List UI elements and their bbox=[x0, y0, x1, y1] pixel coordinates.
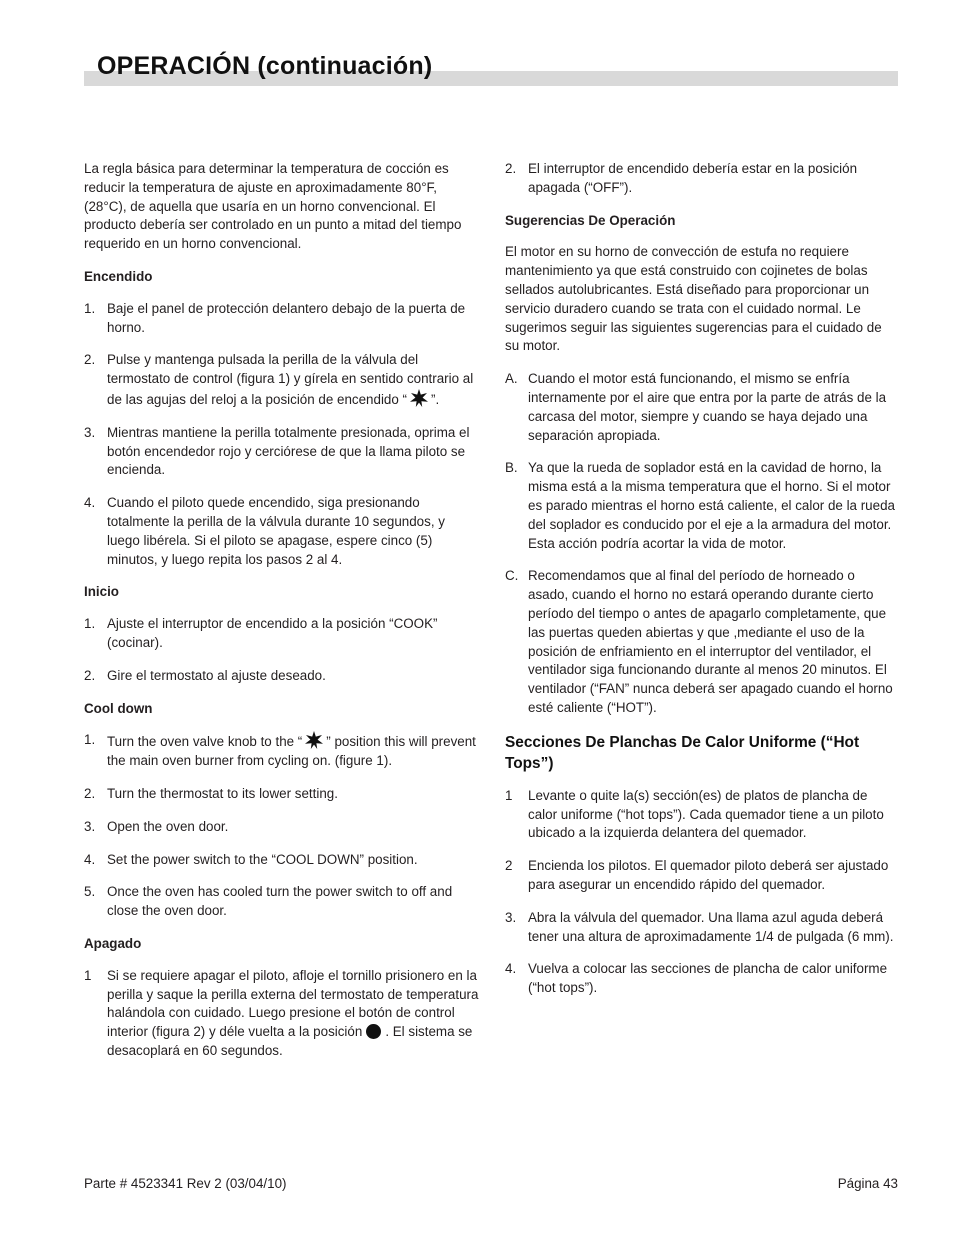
list-item: 1 Levante o quite la(s) sección(es) de platos de plancha de calor uniforme (“hot tops”). Cada quemador tiene a un piloto ubicado a la izquierda delantera del quemador. bbox=[505, 787, 884, 841]
list-item: 1 Si se requiere apagar el piloto, afloje el tornillo prisionero en la perilla y saque la perilla externa del termostato de temperatura halándola con cuidado. Luego presione el botón de control interior (figura 2) y déle vuelta a la posición . El sistema se desacoplará en 60 segundos. bbox=[84, 967, 479, 1058]
list-secciones bbox=[505, 787, 898, 998]
sugerencias-intro: El motor en su horno de convección de estufa no requiere mantenimiento ya que está construido con cojinetes de bolas sellados autolubricantes. Está diseñado para proporcionar un servicio duradero cuando se trata con el cuidado normal. Le sugerimos seguir las siguientes sugerencias para el cuidado de su motor. bbox=[505, 244, 882, 354]
list-item: 2. Turn the thermostat to its lower setting. bbox=[84, 785, 338, 801]
list-item: 5. Once the oven has cooled turn the power switch to off and close the oven door. bbox=[84, 884, 453, 919]
heading-apagado: Apagado bbox=[84, 935, 142, 951]
footer-page-number: Página 43 bbox=[837, 1176, 898, 1191]
right-column bbox=[505, 160, 898, 1012]
list-item: 3. Open the oven door. bbox=[84, 818, 229, 834]
heading-sugerencias: Sugerencias De Operación bbox=[505, 212, 676, 228]
heading-encendido: Encendido bbox=[84, 268, 153, 284]
list-cool-down bbox=[84, 731, 479, 921]
list-item: 3. Mientras mantiene la perilla totalmente presionada, oprima el botón encendedor rojo y cerciórese de que la llama piloto se encienda. bbox=[84, 424, 470, 478]
list-item: 3. Abra la válvula del quemador. Una llama azul aguda deberá tener una altura de aproximadamente 1/4 de pulgada (6 mm). bbox=[505, 909, 894, 944]
list-item: 4. Set the power switch to the “COOL DOWN” position. bbox=[84, 851, 418, 867]
list-continued bbox=[505, 160, 898, 198]
list-item: 2. El interruptor de encendido debería estar en la posición apagada (“OFF”). bbox=[505, 161, 858, 195]
left-column bbox=[84, 160, 479, 1075]
list-item: 2. Gire el termostato al ajuste deseado. bbox=[84, 667, 326, 683]
list-apagado bbox=[84, 967, 479, 1061]
list-item: C. Recomendamos que al final del período de horneado o asado, cuando el horno no estará operando durante cierto período del tiempo o antes de apagarlo completamente, que las puertas queden abiertas y que ,mediante el uso de la posición de enfriamiento en el interruptor del ventilador, el ventilador siga funcionando durante al menos 20 minutos. El ventilador (“FAN” nunca deberá ser apagado cuando el horno esté caliente (“HOT”). bbox=[505, 568, 893, 715]
heading-cool-down: Cool down bbox=[84, 700, 153, 716]
list-item: A. Cuando el motor está funcionando, el mismo se enfría internamente por el aire que entra por la parte de atrás de la carcasa del motor, siempre y cuando se haya dejado una separación apropiada. bbox=[505, 371, 887, 443]
pilot-flame-icon bbox=[410, 389, 428, 407]
list-item: 4. Vuelva a colocar las secciones de plancha de calor uniforme (“hot tops”). bbox=[505, 961, 888, 996]
pilot-flame-icon bbox=[305, 731, 323, 749]
list-encendido bbox=[84, 300, 479, 570]
list-item: 1. Baje el panel de protección delantero debajo de la puerta de horno. bbox=[84, 300, 466, 335]
heading-inicio: Inicio bbox=[84, 584, 119, 600]
intro-paragraph: La regla básica para determinar la temperatura de cocción es reducir la temperatura de ajuste en aproximadamente 80°F, (28°C), de aquella que usaría en un horno convencional. El producto debería ser controlado en un punto a mitad del tiempo requerido en un horno convencional. bbox=[84, 161, 462, 252]
list-item: 2. Pulse y mantenga pulsada la perilla de la válvula del termostato de control (figura 1) y gírela en sentido contrario al de las agujas del reloj a la posición de encendido “ ”. bbox=[84, 352, 474, 407]
list-item: B. Ya que la rueda de soplador está en la cavidad de horno, la misma está a la misma temperatura que el horno. Si el motor es parado mientras el horno está caliente, el calor de la rueda del soplador es conducido por el eje a la armadura del motor. Esta acción podría acortar la vida de motor. bbox=[505, 460, 895, 551]
page-title: OPERACIÓN (continuación) bbox=[97, 52, 433, 80]
off-position-icon bbox=[366, 1024, 381, 1039]
list-item: 1. Turn the oven valve knob to the “ ” position this will prevent the main oven burner from cycling on. (figure 1). bbox=[84, 732, 476, 769]
list-inicio bbox=[84, 615, 479, 685]
list-sugerencias bbox=[505, 370, 898, 718]
heading-secciones: Secciones De Planchas De Calor Uniforme (“Hot Tops”) bbox=[505, 733, 860, 772]
list-item: 4. Cuando el piloto quede encendido, siga presionando totalmente la perilla de la válvula durante 10 segundos, y luego libérela. Si el piloto se apagase, espere cinco (5) minutos, y luego repita los pasos 2 al 4. bbox=[84, 495, 445, 567]
list-item: 2 Encienda los pilotos. El quemador piloto deberá ser ajustado para asegurar un encendido rápido del quemador. bbox=[505, 858, 889, 892]
footer-part-number: Parte # 4523341 Rev 2 (03/04/10) bbox=[84, 1176, 287, 1191]
list-item: 1. Ajuste el interruptor de encendido a la posición “COOK” (cocinar). bbox=[84, 616, 438, 650]
